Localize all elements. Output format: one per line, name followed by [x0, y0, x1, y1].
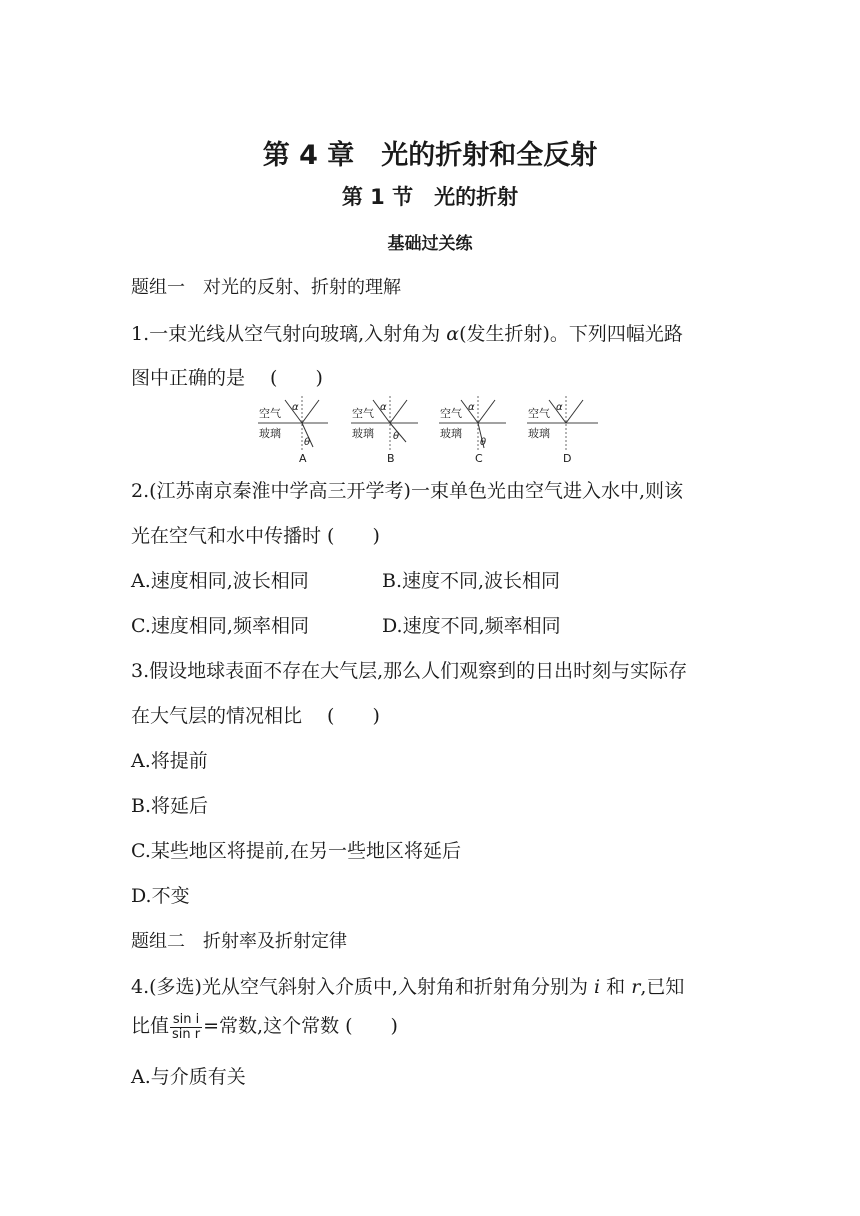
air-label: 空气	[528, 407, 550, 420]
q2-line1: 2.(江苏南京秦淮中学高三开学考)一束单色光由空气进入水中,则该	[131, 480, 683, 502]
alpha-label: α	[556, 402, 563, 413]
label-c: C	[475, 452, 483, 464]
q2-option-d: D.速度不同,频率相同	[382, 615, 561, 637]
q1-alpha: α	[446, 323, 460, 345]
q2-option-c: C.速度相同,频率相同	[131, 615, 309, 637]
air-label: 空气	[259, 407, 281, 420]
diagram-d	[527, 396, 598, 464]
air-label: 空气	[440, 407, 462, 420]
q4-line1	[131, 972, 684, 999]
q3-line2: 在大气层的情况相比 ( )	[131, 705, 380, 727]
q1-line1	[131, 319, 683, 346]
q1-text-post: (发生折射)。下列四幅光路	[459, 323, 683, 345]
alpha-label: α	[380, 402, 387, 413]
fraction-denominator: sin r	[172, 1026, 201, 1042]
practice-title: 基础过关练	[387, 234, 473, 254]
q3-option-b: B.将延后	[131, 795, 209, 817]
q1-line2: 图中正确的是 ( )	[131, 367, 323, 389]
q2-option-b: B.速度不同,波长相同	[382, 570, 561, 592]
q1-text-pre: 1.一束光线从空气射向玻璃,入射角为	[131, 323, 447, 345]
air-label: 空气	[352, 407, 374, 420]
chapter-title: 第 4 章 光的折射和全反射	[262, 140, 598, 171]
fraction-numerator: sin i	[170, 1013, 202, 1028]
label-a: A	[299, 452, 307, 464]
q4-r: r	[631, 976, 641, 998]
q4-i: i	[594, 976, 601, 998]
theta-label: θ	[480, 437, 487, 448]
q4-ratio-post: =常数,这个常数 ( )	[203, 1015, 398, 1037]
diagram-a	[258, 396, 328, 464]
label-b: B	[387, 452, 395, 464]
q4-and: 和	[600, 976, 632, 998]
q3-option-a: A.将提前	[131, 750, 208, 772]
q1-figure	[258, 396, 600, 464]
q3-option-c: C.某些地区将提前,在另一些地区将延后	[131, 840, 461, 862]
q4-option-a: A.与介质有关	[131, 1066, 246, 1088]
diagram-b	[351, 396, 418, 464]
group-label-1: 题组一 对光的反射、折射的理解	[131, 277, 401, 298]
glass-label: 玻璃	[440, 427, 462, 440]
q2-option-a: A.速度相同,波长相同	[131, 570, 309, 592]
alpha-label: α	[292, 402, 299, 413]
glass-label: 玻璃	[259, 427, 281, 440]
theta-label: θ	[304, 437, 311, 448]
diagram-c	[439, 396, 506, 464]
theta-label: θ	[393, 431, 400, 442]
group-label-2: 题组二 折射率及折射定律	[131, 931, 347, 952]
q4-text-post: ,已知	[640, 976, 685, 998]
q3-line1: 3.假设地球表面不存在大气层,那么人们观察到的日出时刻与实际存	[131, 660, 688, 682]
sin-ratio-fraction	[170, 1013, 202, 1042]
light-path-diagrams	[258, 396, 600, 464]
glass-label: 玻璃	[528, 427, 550, 440]
label-d: D	[563, 452, 572, 464]
q4-ratio-pre: 比值	[131, 1015, 170, 1037]
q2-line2: 光在空气和水中传播时 ( )	[131, 525, 380, 547]
glass-label: 玻璃	[352, 427, 374, 440]
q4-text-pre: 4.(多选)光从空气斜射入介质中,入射角和折射角分别为	[131, 976, 595, 998]
q4-line2	[131, 1011, 398, 1042]
q3-option-d: D.不变	[131, 885, 190, 907]
alpha-label: α	[468, 402, 475, 413]
section-title: 第 1 节 光的折射	[341, 185, 519, 209]
